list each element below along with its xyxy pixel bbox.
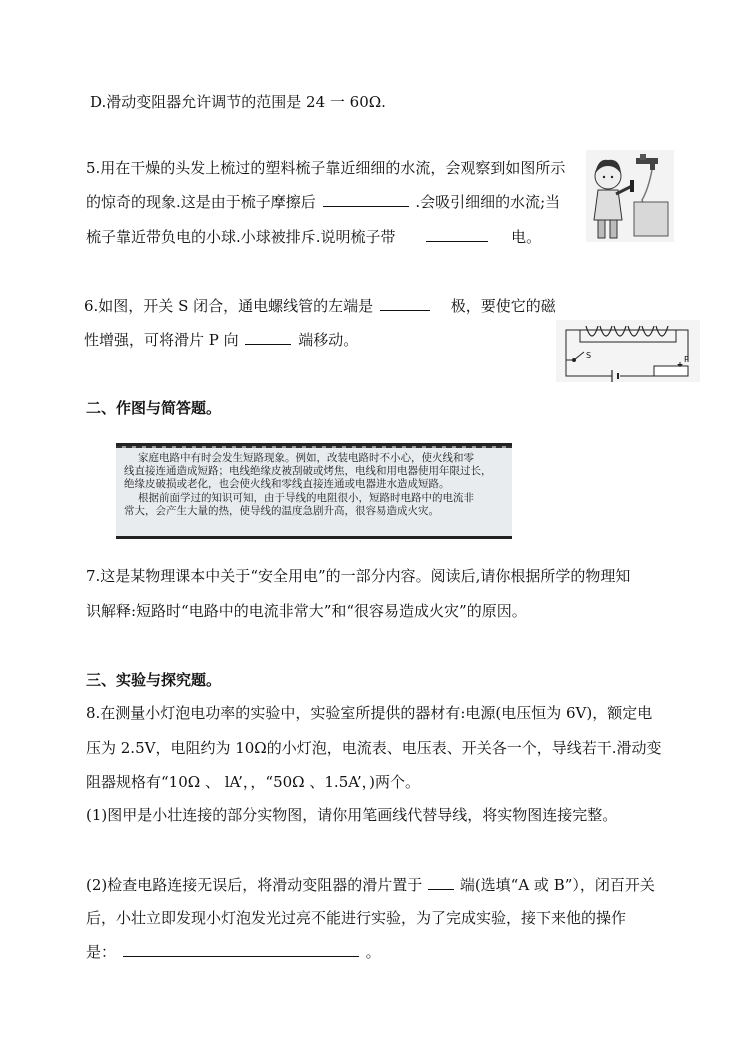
q8-blank-ab[interactable] <box>428 875 454 890</box>
q8-line-2: 压为 2.5V，电阻约为 10Ω的小灯泡，电流表、电压表、开关各一个，导线若干.滑动变 <box>86 739 662 757</box>
q7-line-2: 识解释:短路时“电路中的电流非常大”和“很容易造成火灾”的原因。 <box>86 602 527 620</box>
q8-line-3: 阻器规格有“10Ω 、 lA’，，“50Ω 、1.5A’，)两个。 <box>86 773 420 791</box>
q8-part-2-line-1 <box>86 875 655 895</box>
q6-line-1-text-a: 6.如图，开关 S 闭合，通电螺线管的左端是 <box>84 297 374 315</box>
q8-part-2-text-d: 。 <box>365 943 381 961</box>
textbook-excerpt-header-bar <box>116 443 512 448</box>
q6-line-2-text-a: 性增强，可将滑片 P 向 <box>84 331 239 349</box>
q5-blank-1[interactable] <box>323 192 409 207</box>
section-3-title: 三、实验与探究题。 <box>86 671 222 689</box>
textbook-line: 绝缘皮破损或老化，也会使火线和零线直接连通或电器进水造成短路。 <box>124 478 450 491</box>
textbook-line: 根据前面学过的知识可知，由于导线的电阻很小，短路时电路中的电流非 <box>138 491 474 504</box>
q8-part-2-line-3 <box>86 942 381 962</box>
q7-line-1: 7.这是某物理课本中关于“安全用电”的一部分内容。阅读后,请你根据所学的物理知 <box>86 567 631 585</box>
q6-line-1-text-b: 极，要使它的磁 <box>450 297 556 315</box>
section-2-title: 二、作图与简答题。 <box>86 399 222 417</box>
q8-part-2-text-b: 端(选填“A 或 B”），闭百开关 <box>459 876 655 894</box>
switch-label: S <box>586 351 592 360</box>
q8-blank-operation[interactable] <box>123 942 359 957</box>
q5-line-2-text-b: .会吸引细细的水流;当 <box>415 193 561 211</box>
q8-part-1: (1)图甲是小壮连接的部分实物图，请你用笔画线代替导线，将实物图连接完整。 <box>86 806 618 824</box>
q8-part-2-text-a: (2)检查电路连接无误后，将滑动变阻器的滑片置于 <box>86 876 423 894</box>
q4-option-d: D.滑动变阻器允许调节的范围是 24 一 60Ω. <box>90 93 386 111</box>
textbook-line: 线直接连通造成短路；电线绝缘皮被刮破或烤焦，电线和用电器使用年限过长， <box>124 465 492 478</box>
q6-line-2-text-b: 端移动。 <box>298 331 359 349</box>
q6-blank-1[interactable] <box>380 296 430 311</box>
q5-line-3-text-a: 梳子靠近带负电的小球.小球被排斥.说明梳子带 <box>86 228 396 246</box>
q6-line-1 <box>84 296 556 316</box>
textbook-line: 家庭电路中有时会发生短路现象。例如，改装电路时不小心，使火线和零 <box>138 452 474 464</box>
girl-comb-water-figure <box>586 150 674 242</box>
q8-line-1: 8.在测量小灯泡电功率的实验中，实验室所提供的器材有:电源(电压恒为 6V)，额定电 <box>86 704 653 722</box>
q5-blank-2[interactable] <box>426 227 488 242</box>
q6-blank-2[interactable] <box>245 330 291 345</box>
solenoid-circuit-figure <box>556 320 700 382</box>
q6-line-2 <box>84 330 358 350</box>
q8-part-2-line-2: 后，小壮立即发现小灯泡发光过亮不能进行实验，为了完成实验，接下来他的操作 <box>86 909 627 927</box>
textbook-line: 常大，会产生大量的热，使导线的温度急剧升高，很容易造成火灾。 <box>124 504 439 517</box>
q5-line-3 <box>86 227 541 247</box>
q5-line-2 <box>86 192 560 212</box>
q5-line-3-text-b: 电。 <box>511 228 542 246</box>
slider-p-label: P <box>684 355 689 364</box>
q5-line-2-text-a: 的惊奇的现象.这是由于梳子摩擦后 <box>86 193 316 211</box>
textbook-excerpt-image <box>116 443 512 539</box>
q8-part-2-text-c: 是： <box>86 943 117 961</box>
q5-line-1: 5.用在干燥的头发上梳过的塑料梳子靠近细细的水流，会观察到如图所示 <box>86 159 566 177</box>
